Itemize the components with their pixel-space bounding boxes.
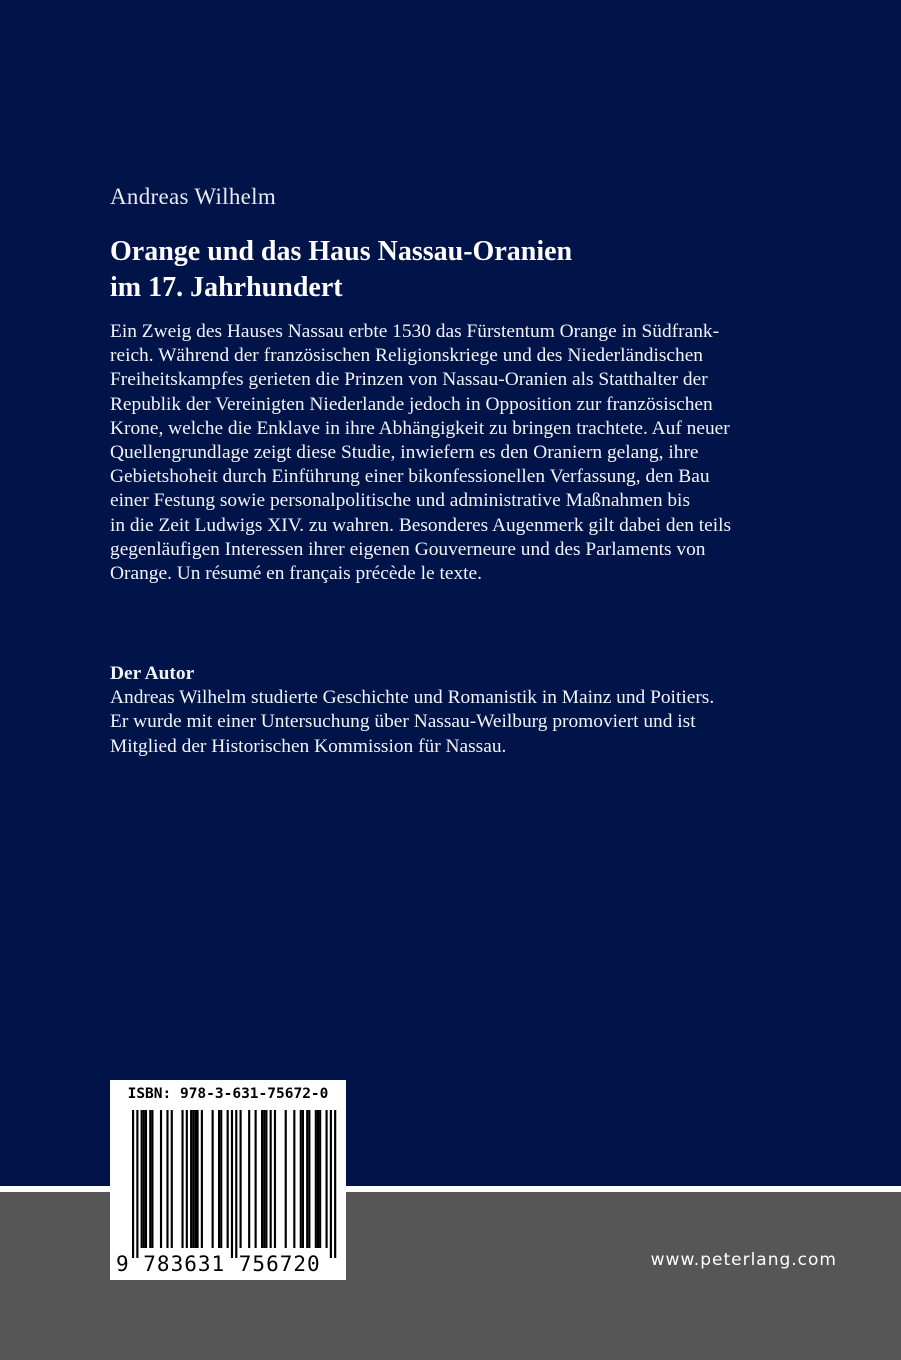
blurb-line: Republik der Vereinigten Niederlande jedoch in Opposition zur französischen xyxy=(110,393,713,415)
blurb-line: Ein Zweig des Hauses Nassau erbte 1530 das Fürstentum Orange in Südfrank- xyxy=(110,321,720,342)
barcode-bar xyxy=(302,1110,304,1248)
barcode-bar xyxy=(300,1110,302,1248)
blurb-line: gegenläufigen Interessen ihrer eigenen Gouverneure und des Parlaments von xyxy=(110,538,706,560)
about-line: Er wurde mit einer Untersuchung über Nassau-Weilburg promoviert und ist xyxy=(110,711,696,733)
blurb-line: reich. Während der französischen Religionskriege und des Niederländischen xyxy=(110,345,703,367)
barcode-bar xyxy=(227,1110,229,1248)
blurb-line: in die Zeit Ludwigs XIV. zu wahren. Besonderes Augenmerk gilt dabei den teils xyxy=(110,514,732,536)
barcode-bar xyxy=(240,1110,242,1248)
barcode-bar xyxy=(319,1110,321,1248)
barcode-bar xyxy=(263,1110,265,1248)
barcode-bar xyxy=(334,1110,336,1258)
barcode-bar xyxy=(166,1110,168,1248)
barcode-bar xyxy=(181,1110,183,1248)
blurb-line: Orange. Un résumé en français précède le texte. xyxy=(110,563,483,585)
publisher-website: www.peterlang.com xyxy=(650,1250,837,1270)
barcode-bar xyxy=(285,1110,287,1248)
about-line: Mitglied der Historischen Kommission für Nassau. xyxy=(110,735,507,757)
barcode-bar xyxy=(255,1110,257,1248)
about-heading: Der Autor xyxy=(110,663,195,684)
barcode-bar xyxy=(141,1110,143,1248)
barcode-bar xyxy=(326,1110,328,1248)
blurb-line: einer Festung sowie personalpolitische und administrative Maßnahmen bis xyxy=(110,490,690,512)
barcode-bar xyxy=(190,1110,192,1248)
barcode-bar xyxy=(197,1110,199,1248)
book-title xyxy=(110,234,810,306)
blurb-line: Krone, welche die Enklave in ihre Abhängigkeit zu bringen trachtete. Auf neuer xyxy=(110,417,730,439)
barcode-bar xyxy=(315,1110,317,1248)
barcode-bar xyxy=(330,1110,332,1258)
barcode-bar xyxy=(151,1110,153,1248)
barcode-bar xyxy=(270,1110,272,1248)
barcode-bar xyxy=(212,1110,214,1248)
blurb-text xyxy=(110,320,800,586)
ean-digits: 9 783631 756720 xyxy=(116,1252,321,1276)
barcode-bar xyxy=(160,1110,162,1248)
barcode-bar xyxy=(186,1110,188,1248)
barcode-bar xyxy=(235,1110,237,1258)
barcode-bar xyxy=(293,1110,295,1248)
title-line: Orange und das Haus Nassau-Oranien xyxy=(110,236,573,267)
barcode-bar xyxy=(306,1110,308,1248)
title-line: im 17. Jahrhundert xyxy=(110,272,343,303)
blurb-line: Freiheitskampfes gerieten die Prinzen von Nassau-Oranien als Statthalter der xyxy=(110,369,708,391)
author-name: Andreas Wilhelm xyxy=(110,184,277,209)
barcode-bar xyxy=(194,1110,196,1248)
barcode-bar xyxy=(265,1110,267,1248)
isbn-label: ISBN: 978-3-631-75672-0 xyxy=(127,1086,329,1102)
barcode-box xyxy=(110,1080,346,1280)
barcode-bar xyxy=(308,1110,310,1248)
blurb-line: Gebietshoheit durch Einführung einer bikonfessionellen Verfassung, den Bau xyxy=(110,466,710,488)
barcode-bar xyxy=(171,1110,173,1248)
barcode-bar xyxy=(136,1110,138,1258)
barcode xyxy=(110,1080,346,1280)
barcode-bar xyxy=(220,1110,222,1248)
barcode-bar xyxy=(317,1110,319,1248)
barcode-bar xyxy=(248,1110,250,1248)
barcode-bar xyxy=(145,1110,147,1248)
barcode-bar xyxy=(149,1110,151,1248)
barcode-bar xyxy=(201,1110,203,1248)
blurb-line: Quellengrundlage zeigt diese Studie, inwiefern es den Oraniern gelang, ihre xyxy=(110,442,699,464)
about-line: Andreas Wilhelm studierte Geschichte und Romanistik in Mainz und Poitiers. xyxy=(110,687,715,709)
about-author xyxy=(110,662,810,759)
barcode-bar xyxy=(143,1110,145,1248)
barcode-bar xyxy=(132,1110,134,1258)
barcode-bar xyxy=(274,1110,276,1248)
barcode-bar xyxy=(261,1110,263,1248)
barcode-bar xyxy=(218,1110,220,1248)
barcode-bar xyxy=(192,1110,194,1248)
barcode-bar xyxy=(231,1110,233,1258)
